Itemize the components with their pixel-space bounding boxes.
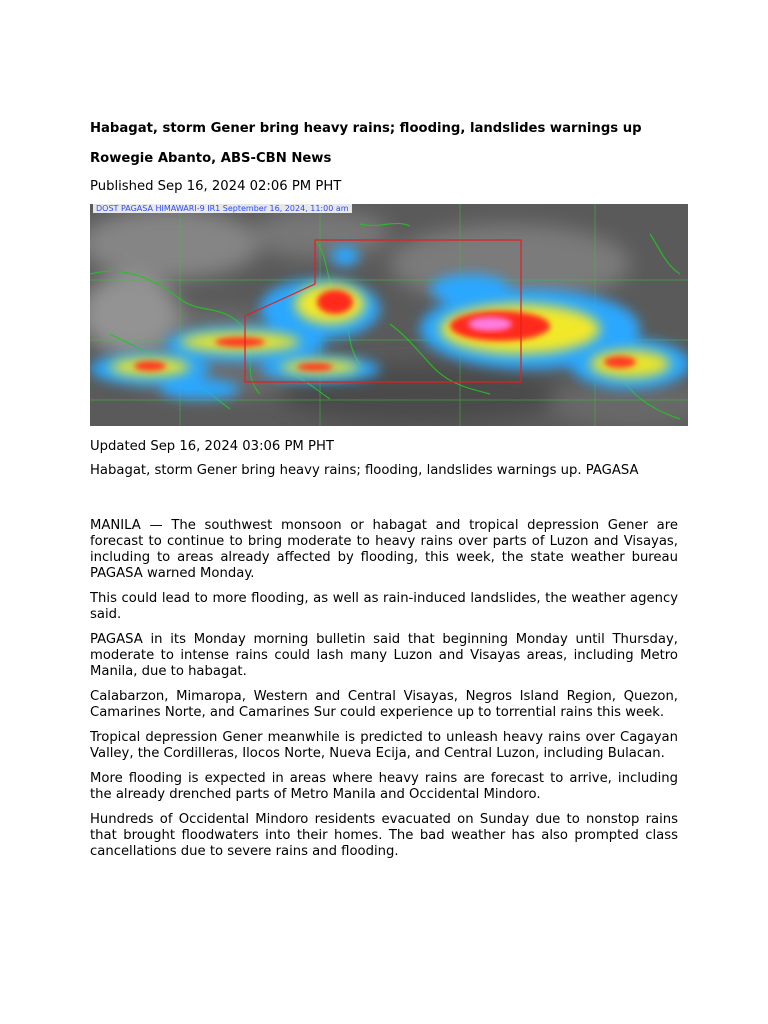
body-paragraph: Tropical depression Gener meanwhile is predicted to unleash heavy rains over Cagayan Valley, the Cordilleras, Ilocos Norte, Nueva Ecija, and Central Luzon, including Bulacan.: [90, 730, 678, 761]
article-byline: Rowegie Abanto, ABS-CBN News: [90, 151, 332, 166]
article: [90, 120, 678, 860]
body-paragraph: Calabarzon, Mimaropa, Western and Central Visayas, Negros Island Region, Quezon, Camarines Norte, and Camarines Sur could experience up to torrential rains this week.: [90, 689, 678, 720]
satellite-image-header: DOST PAGASA HIMAWARI-9 IR1 September 16, 2024, 11:00 am: [93, 204, 352, 213]
published-timestamp: Published Sep 16, 2024 02:06 PM PHT: [90, 179, 342, 194]
article-headline: Habagat, storm Gener bring heavy rains; flooding, landslides warnings up: [90, 121, 642, 136]
body-paragraph: PAGASA in its Monday morning bulletin said that beginning Monday until Thursday, moderate to intense rains could lash many Luzon and Visayas areas, including Metro Manila, due to habagat.: [90, 632, 678, 679]
updated-timestamp: Updated Sep 16, 2024 03:06 PM PHT: [90, 439, 334, 454]
body-paragraph: More flooding is expected in areas where heavy rains are forecast to arrive, including the already drenched parts of Metro Manila and Occidental Mindoro.: [90, 771, 678, 802]
satellite-image: [90, 204, 688, 426]
body-paragraph: Hundreds of Occidental Mindoro residents evacuated on Sunday due to nonstop rains that brought floodwaters into their homes. The bad weather has also prompted class cancellations due to severe rains and flooding.: [90, 812, 678, 859]
image-caption: Habagat, storm Gener bring heavy rains; flooding, landslides warnings up. PAGASA: [90, 463, 639, 478]
body-paragraph: MANILA — The southwest monsoon or habagat and tropical depression Gener are forecast to continue to bring moderate to heavy rains over parts of Luzon and Visayas, including to areas already affected by flooding, this week, the state weather bureau PAGASA warned Monday.: [90, 518, 678, 581]
body-paragraph: This could lead to more flooding, as well as rain-induced landslides, the weather agency said.: [90, 591, 678, 622]
